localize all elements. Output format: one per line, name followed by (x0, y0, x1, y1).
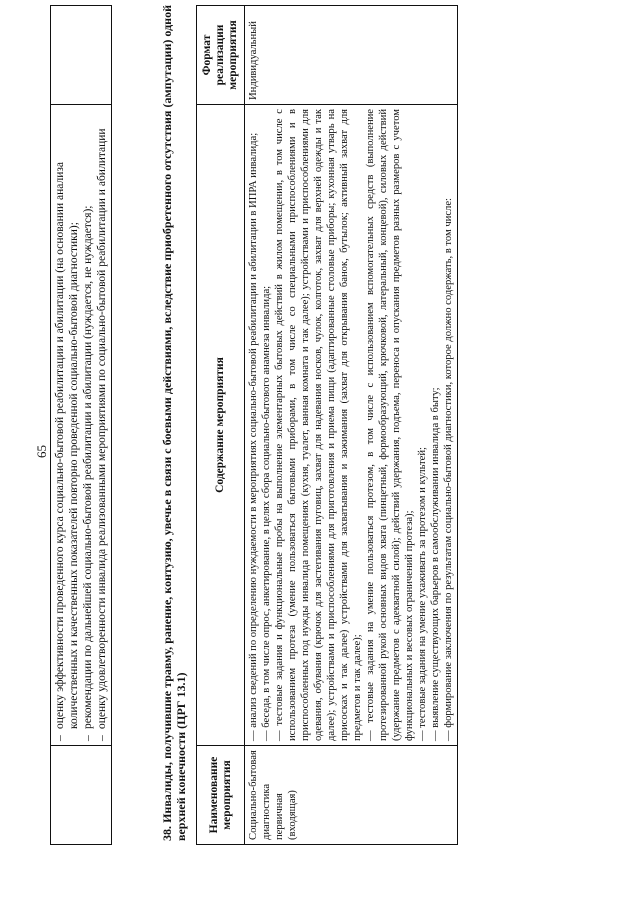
list-item: – рекомендации по дальнейшей социально-бытовой реабилитации и абилитации (нуждается, не нуждается); (81, 109, 95, 741)
table-row (245, 6, 458, 845)
content-item: — тестовые задания и функциональные пробы на выполнение элементарных бытовых действий в жилом помещении, в том числе с использованием протеза (умение пользоваться бытовыми приборами, в том числе со специальными приспособлениями и в приспособленных под нужды инвалида помещениях (кухня, туалет, ванная комната и так далее); устройствами и приспособлениями для одевания, обувания (крючок для застегивания пуговиц, захват для надевания носков, чулок, колготок, захват для верхней одежды и так далее); устройствами и приспособлениями для приготовления и приема пищи (адаптированные столовые приборы; кухонная утварь на присосках и так далее) устройствами для захватывания и зажимания (захват для открывания банок, бутылок; активный захват для предметов и так далее); (274, 109, 363, 741)
column-header-content: Содержание мероприятия (197, 105, 245, 746)
measure-name: Социально-бытовая диагностика первичная (входящая) (245, 746, 458, 845)
section-title: 38. Инвалиды, получившие травму, ранение, контузию, увечье в связи с боевыми действиями, вследствие приобретенного отсутствия (ампутации) одной верхней конечности (ЦРГ 13.1) (160, 5, 188, 841)
table-cell-empty (51, 6, 112, 105)
list-item: – оценку удовлетворенности инвалида реализованными мероприятиями по социально-бытовой реабилитации и абилитации (95, 109, 109, 741)
page-number: 65 (34, 445, 49, 458)
content-item: — выявление существующих барьеров в самообслуживании инвалида в быту; (430, 387, 441, 741)
top-table (50, 5, 112, 845)
measure-content (245, 105, 458, 746)
main-table (196, 5, 458, 845)
top-table-list (53, 109, 109, 741)
content-item: — анализ сведений по определению нуждаемости в мероприятиях социально-бытовой реабилитации и абилитации в ИПРА инвалида; (248, 132, 259, 741)
table-row (51, 6, 112, 845)
table-cell-empty (51, 746, 112, 845)
content-item: — тестовые задания на умение ухаживать за протезом и культей; (417, 447, 428, 741)
content-item: — беседа, в том числе опрос, анкетирование, в целях сбора социально-бытового анамнеза инвалида; (261, 285, 272, 741)
column-header-format: Формат реализации мероприятия (197, 6, 245, 105)
table-cell-content (51, 105, 112, 746)
content-item: — тестовые задания на умение пользоваться протезом, в том числе с использованием вспомогательных средств (выполнение протезированной рукой основных видов хвата (пинцетный, формообразующий, крючковой, латеральный, концевой), силовых действий (удержание предметов с адекватной силой); действий удержания, подъема, переноса и опускания предметов разных размеров с учетом функциональных и весовых ограничений протеза); (365, 109, 415, 741)
list-item: – оценку эффективности проведенного курса социально-бытовой реабилитации и абилитации (на основании анализа количественных и качественных показателей повторно проведенной социально-бытовой диагностики); (53, 109, 81, 741)
table-header-row (197, 6, 245, 845)
measure-format: Индивидуальный (245, 6, 458, 105)
column-header-name: Наименование мероприятия (197, 746, 245, 845)
content-item: — формирование заключения по результатам социально-бытовой диагностики, которое должно содержать, в том числе: (443, 198, 454, 741)
